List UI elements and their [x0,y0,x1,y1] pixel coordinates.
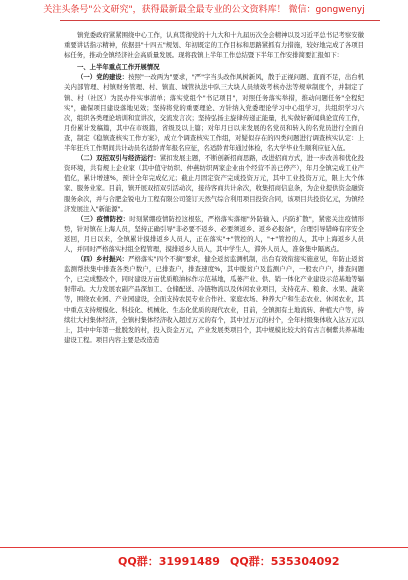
qq-group-2: QQ群：535304092 [230,555,340,568]
subheading-investment: （二）双招双引与经济运行： [77,154,160,163]
header-divider [60,20,380,21]
text-rural: 严格落实"四个不摘"要求，健全返贫监测机制，出台有效衔接实施意见，年防止返贫监测帮扶集中排查各类户数户，已排查户，排查速度%，其中脱贫户及监测户户，一般农户户，排查问题个，已完成整改个，同时建设万亩优质粮油标作示范基地，瓜蒌产业、供、销一体化产业建设示范基地等辐射带动。大力发展农副产品深加工、仓储配送、冷链物流以及休闲农业项目，支持花卉、粮食、水果、蔬菜等，围绕农业园、产业园建设，全面支持农民专业合作社、家庭农场、种养大户和生态农业、休闲农业，其中重点支持规模化、科技化、机械化、生态化优质的现代农业，目前，全镇拥有土地流转、种植大户等，持续壮大村集体经济，全镇村集体经济收入超过万元的有个，其中过万元的村个，全年村级集体收入达万元以上，其中中年第一批脱发的村，投入资金万元，产业发展类项目个，其中规模比较大的有古言桐紫共养基地建设工程。项目内容主要是改造造 [64,255,364,344]
paragraph-party-building [64,72,364,153]
promo-banner [0,4,408,16]
subheading-epidemic: （三）疫情防控： [77,214,130,223]
paragraph-investment [64,153,364,214]
text-party-building: 按照"一改两为"要求，"严"字当头改作风树新风，散于正视问题、直面不足，出台机关内部管理、村镇财务管理、村、镇直、城管执法中队三大块人员绩效考核办法等规章制度个，并制定了镇、村（社区）为民办件实事清单；落实党组个"书记项目"，对照任务落实举措，推动问题任务"全程纪实"，确保项目建设落地见效；坚持将党的重要理论、方针纳入党委理论学习中心组学习，共组织学习六次，组织各类理论培训和宣讲次，交流发言次；坚持弘扬主旋律传递正能量，扎实做好新闻典论宣传工作，月份累计发稿篇，其中在市级篇，省级及以上篇；对年月日以来发展的名党员和转入的名党员进行全面自查，制定《稳镇查核实工作方案》，成立个调查核实工作组，对疑似存在的四类问题进行调查核实认定：上半年狂兵工作期间共计动员名适龄青年报名应征，名适龄青年通过体检，名大学毕业生顺利应征入伍。 [64,73,364,153]
document-body [64,30,364,345]
promo-banner-text: 关注头条号"公文研究"，获得最新最全最专业的公文资料库！ [43,5,286,15]
intro-paragraph: 镇党委政府紧紧围绕中心工作，认真贯彻党的十九大和十九届历次全会精神以及习近平总书记考察安徽重要讲话指示精神，依据县"十四五"规划、年初既定的工作目标和思路紧抓有力措施，较好地完成了各项目标任务，推动全镇经济社会高质量发展。现将我镇上半年工作总结暨下半年工作安排简要汇报如下： [64,31,364,60]
paragraph-rural [64,254,364,345]
paragraph-epidemic [64,214,364,254]
text-investment: 紧扣发展主题，不断创新招商思路，改进招商方式，进一步改善和优化投资环境，共有规上企业家（其中值守纺织、仲燕纺织两家企业由个经营不善已停产），年月全镇完成工业产值亿，累计增速%，预计全年完成亿元；截止月固定资产完成投资万元，其中工业投资万元，限上大个体家、服务业家。目前，镇开展双招双引活动次，接待客商共计余次，收集招商信息条，为企业提供资金融资服务余次，并与合肥金锐电力工程有限公司签订天然气综合利用项目投资合同，该项目共投资亿元，为镇经济发展注入"新能源"。 [64,154,364,213]
footer-divider [0,547,408,548]
wechat-id: 微信：gongwenyj [288,5,365,15]
qq-group-1: QQ群：31991489 [118,555,220,568]
text-epidemic: 时刻紧绷疫情防控这根弦，严格落实落细"外防输入、内防扩散"，紧密关注疫情形势，针对镇在上海人员，坚持正确引导"非必要不返乡、必要须返乡、返乡必报备"，合理引导错峰有序安全返回，月日以来，全镇累计摸排返乡人员人，正在落实"+"管控的人，"+"管控的人，其中上海返乡人员人，并同时严格落实村组全程管理，摸排返乡人员人，其中学生人，滞外人员人，准备集中隔离点。 [64,214,365,253]
subheading-party-building: （一）党的建设： [77,73,129,82]
subheading-rural: （四）乡村振兴： [77,255,129,264]
section-heading: 一、上半年重点工作开展情况 [77,63,160,72]
